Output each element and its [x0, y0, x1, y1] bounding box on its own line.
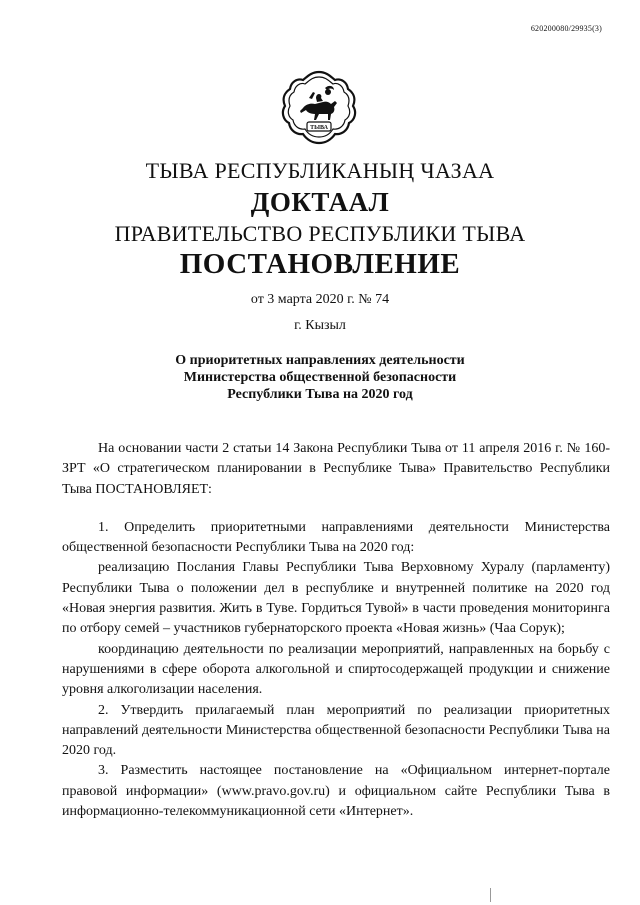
decree-title-line-3: Республики Тыва на 2020 год: [227, 387, 413, 402]
document-registration-number: 620200080/29935(3): [530, 24, 602, 33]
decree-title-line-2: Министерства общественной безопасности: [183, 370, 457, 385]
emblem-label-text: ТЫВА: [310, 125, 328, 131]
header-tuvan-decree: ДОКТААЛ: [250, 187, 390, 217]
decree-title-line-1: О приоритетных направлениях деятельности: [175, 353, 465, 368]
clause-2-paragraph: 2. Утвердить прилагаемый план мероприятий по реализации приоритетных направлений деятельности Министерства общественной безопасности Республики Тыва на 2020 год.: [62, 702, 610, 759]
decree-date-number: от 3 марта 2020 г. № 74: [250, 292, 390, 307]
clause-1-item-1: реализацию Послания Главы Республики Тыва Верховному Хуралу (парламенту) Республики Тыва о положении дел в республике и внутренней политике на 2020 год «Новая энергия развития. Жить в Туве. Гордиться Тувой» в части проведения мониторинга по отбору семей – участников губернаторского проекта «Новая жизнь» (Чаа Сорук);: [62, 560, 610, 637]
clause-3-paragraph: 3. Разместить настоящее постановление на «Официальном интернет-портале правовой информации» (www.pravo.gov.ru) и официальном сайте Республики Тыва в информационно-телекоммуникационной сети «Интернет».: [62, 763, 610, 820]
preamble-paragraph: На основании части 2 статьи 14 Закона Республики Тыва от 11 апреля 2016 г. № 160-ЗРТ «О стратегическом планировании в Республике Тыва» Правительство Республики Тыва ПОСТАНОВЛЯЕТ:: [62, 441, 610, 497]
scan-artifact-mark: [490, 888, 491, 902]
clause-1-item-2: координацию деятельности по реализации мероприятий, направленных на борьбу с нарушениями в сфере оборота алкогольной и спиртосодержащей продукции и снижение уровня алкоголизации населения.: [62, 641, 610, 698]
decree-title: [0, 352, 640, 403]
header-russian-government: ПРАВИТЕЛЬСТВО РЕСПУБЛИКИ ТЫВА: [114, 221, 526, 246]
coat-of-arms-emblem: [279, 68, 359, 148]
header-russian-decree: ПОСТАНОВЛЕНИЕ: [179, 248, 461, 280]
header-tuvan-government: ТЫВА РЕСПУБЛИКАНЫҢ ЧАЗАА: [145, 158, 495, 183]
clause-1-paragraph: 1. Определить приоритетными направлениями деятельности Министерства общественной безопасности Республики Тыва на 2020 год:: [62, 519, 610, 556]
decree-city: г. Кызыл: [294, 318, 346, 333]
decree-body: [62, 439, 610, 822]
